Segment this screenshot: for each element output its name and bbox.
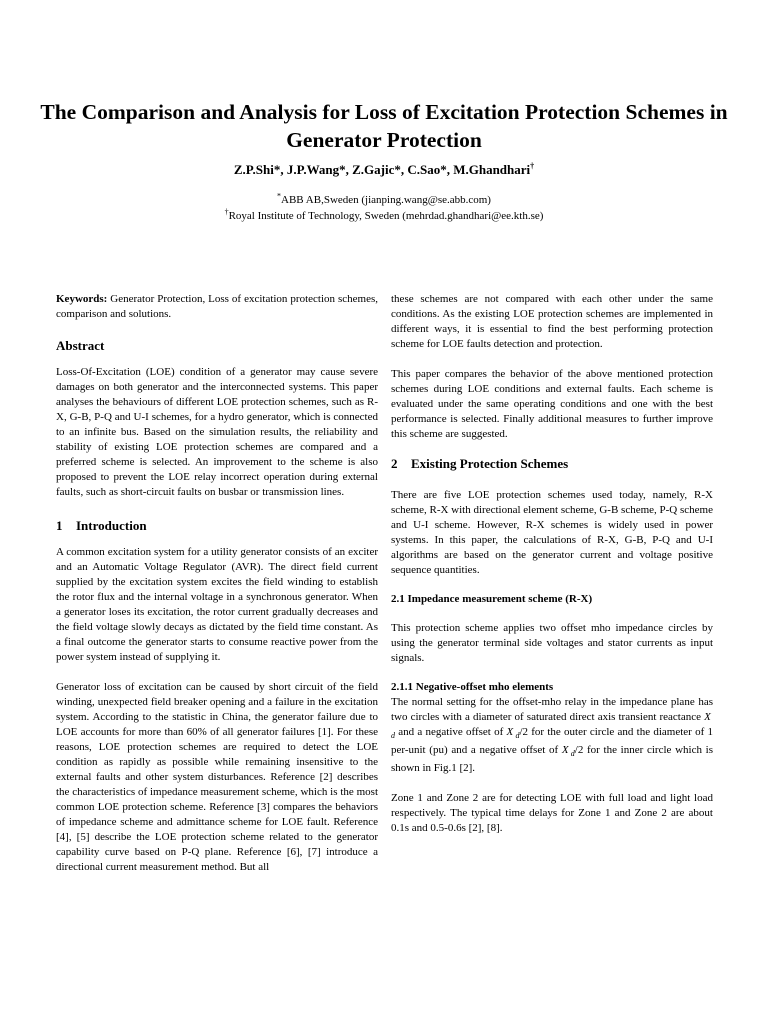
section-2-paragraph: There are five LOE protection schemes used today, namely, R-X scheme, R-X with directional element scheme, G-B scheme, P-Q scheme and U-I scheme. However, R-X schemes is widely used in power systems. In this paper, the calculations of R-X, G-B, P-Q and U-I algorithms are based on the generator current and voltage positive sequence quantities. — [391, 489, 713, 576]
section-2-heading — [391, 456, 713, 472]
symbol-sub-d: d — [391, 731, 395, 741]
keywords — [56, 292, 378, 322]
introduction-title: Introduction — [76, 518, 147, 533]
affiliation-kth-mark: † — [224, 206, 229, 216]
affiliation-abb — [40, 193, 728, 209]
section-2-number: 2 — [391, 456, 398, 471]
para-part-b: and a negative offset of — [395, 726, 507, 738]
symbol-xd-prime-2 — [506, 726, 520, 741]
symbol-sub-d: d — [570, 749, 575, 759]
section-2-1-1-paragraph-2: Zone 1 and Zone 2 are for detecting LOE with full load and light load respectively. The typical time delays for Zone 1 and Zone 2 are about 0.1s and 0.5-0.6s [2], [8]. — [391, 792, 713, 835]
symbol-x: X — [506, 726, 514, 738]
para-part-a: The normal setting for the offset-mho relay in the impedance plane has two circles with a diameter of saturated direct axis transient reactance — [391, 696, 713, 723]
introduction-heading — [56, 518, 378, 534]
section-2-title: Existing Protection Schemes — [411, 456, 569, 471]
abstract-heading: Abstract — [56, 338, 105, 353]
introduction-number: 1 — [56, 518, 63, 533]
symbol-x: X — [704, 711, 711, 723]
intro-paragraph-3: This paper compares the behavior of the above mentioned protection schemes during LOE conditions and external faults. Each scheme is evaluated under the same operating conditions and one with the best performance is selected. Finally additional measures to further improve this scheme are suggested. — [391, 368, 713, 440]
section-2-1-1-heading: 2.1.1 Negative-offset mho elements — [391, 681, 554, 693]
para-part-d: /2 for the inner circle which is shown in Fig.1 [2]. — [391, 744, 713, 775]
keywords-label: Keywords: — [56, 293, 108, 305]
symbol-sub-d: d — [515, 731, 520, 741]
symbol-x: X — [561, 744, 569, 757]
affiliations — [40, 193, 728, 224]
keywords-text: Generator Protection, Loss of excitation protection schemes, comparison and solutions. — [56, 293, 378, 320]
introduction-paragraph-1: A common excitation system for a utility generator consists of an exciter and an Automatic Voltage Regulator (AVR). The direct field current supplied by the excitation system excites the field winding to establish the rotor flux and the internal voltage in a synchronous generator. When a generator loses its excitation, the rotor current gradually decreases and the field voltage slowly decays as dictated by the field time constant. As a final outcome the generator starts to consume reactive power from the power system instead of supplying it. — [56, 546, 378, 663]
para-part-c: /2 for the outer circle and the diameter of 1 per-unit (pu) and a negative offset of — [391, 726, 713, 757]
right-column — [391, 292, 713, 836]
authors-text: Z.P.Shi*, J.P.Wang*, Z.Gajic*, C.Sao*, M.Ghandhari — [233, 162, 531, 177]
author-dagger: † — [530, 161, 535, 171]
affiliation-kth — [40, 206, 728, 225]
affiliation-kth-text: Royal Institute of Technology, Sweden (mehrdad.ghandhari@ee.kth.se) — [228, 209, 544, 222]
affiliation-abb-text: ABB AB,Sweden (jianping.wang@se.abb.com) — [281, 194, 491, 206]
left-column — [56, 292, 378, 875]
abstract-text: Loss-Of-Excitation (LOE) condition of a generator may cause severe damages on both generator and the interconnected systems. This paper analyses the behaviours of different LOE protection schemes, such as R-X, G-B, P-Q and U-I schemes, for a hydro generator, which is connected to an infinite bus. Based on the simulation results, the reliability and stability of existing LOE protection schemes are compared and a preferred scheme is selected. An improvement to the scheme is also proposed to prevent the LOE relay incorrect operation during external faults, such as short-circuit faults on busbar or transmission lines. — [56, 366, 378, 498]
paper-title: The Comparison and Analysis for Loss of Excitation Protection Schemes in Generator Protection — [40, 100, 728, 152]
section-2-1-1-paragraph-1 — [391, 695, 713, 776]
affiliation-abb-mark: * — [277, 191, 282, 201]
symbol-xd-prime-3 — [561, 744, 575, 759]
section-2-1-paragraph: This protection scheme applies two offset mho impedance circles by using the generator terminal side voltages and stator currents as input signals. — [391, 622, 713, 664]
section-2-1-heading: 2.1 Impedance measurement scheme (R-X) — [391, 593, 593, 605]
introduction-paragraph-2: Generator loss of excitation can be caused by short circuit of the field winding, unexpected field breaker opening and a failure in the excitation system. According to the statistic in China, the generator failure due to LOE accounts for more than 60% of all generator failures [1]. For these reasons, LOE protection schemes are required to detect the LOE condition as rapidly as possible while remaining insensitive to the external faults and other system disturbances. Reference [2] describes the characteristics of impedance measurement scheme, which is the most common LOE protection scheme. Reference [3] compares the behaviors of impedance scheme and admittance scheme for LOE fault. Reference [4], [5] describe the LOE protection scheme related to the generator capability curve based on P-Q plane. Reference [6], [7] introduce a directional current measurement method. But all — [56, 681, 378, 873]
intro-continued-paragraph: these schemes are not compared with each other under the same conditions. As the existing LOE protection schemes are implemented in different ways, it is essential to find the best performing protection scheme for LOE faults detection and protection. — [391, 293, 713, 350]
author-list — [40, 161, 728, 179]
